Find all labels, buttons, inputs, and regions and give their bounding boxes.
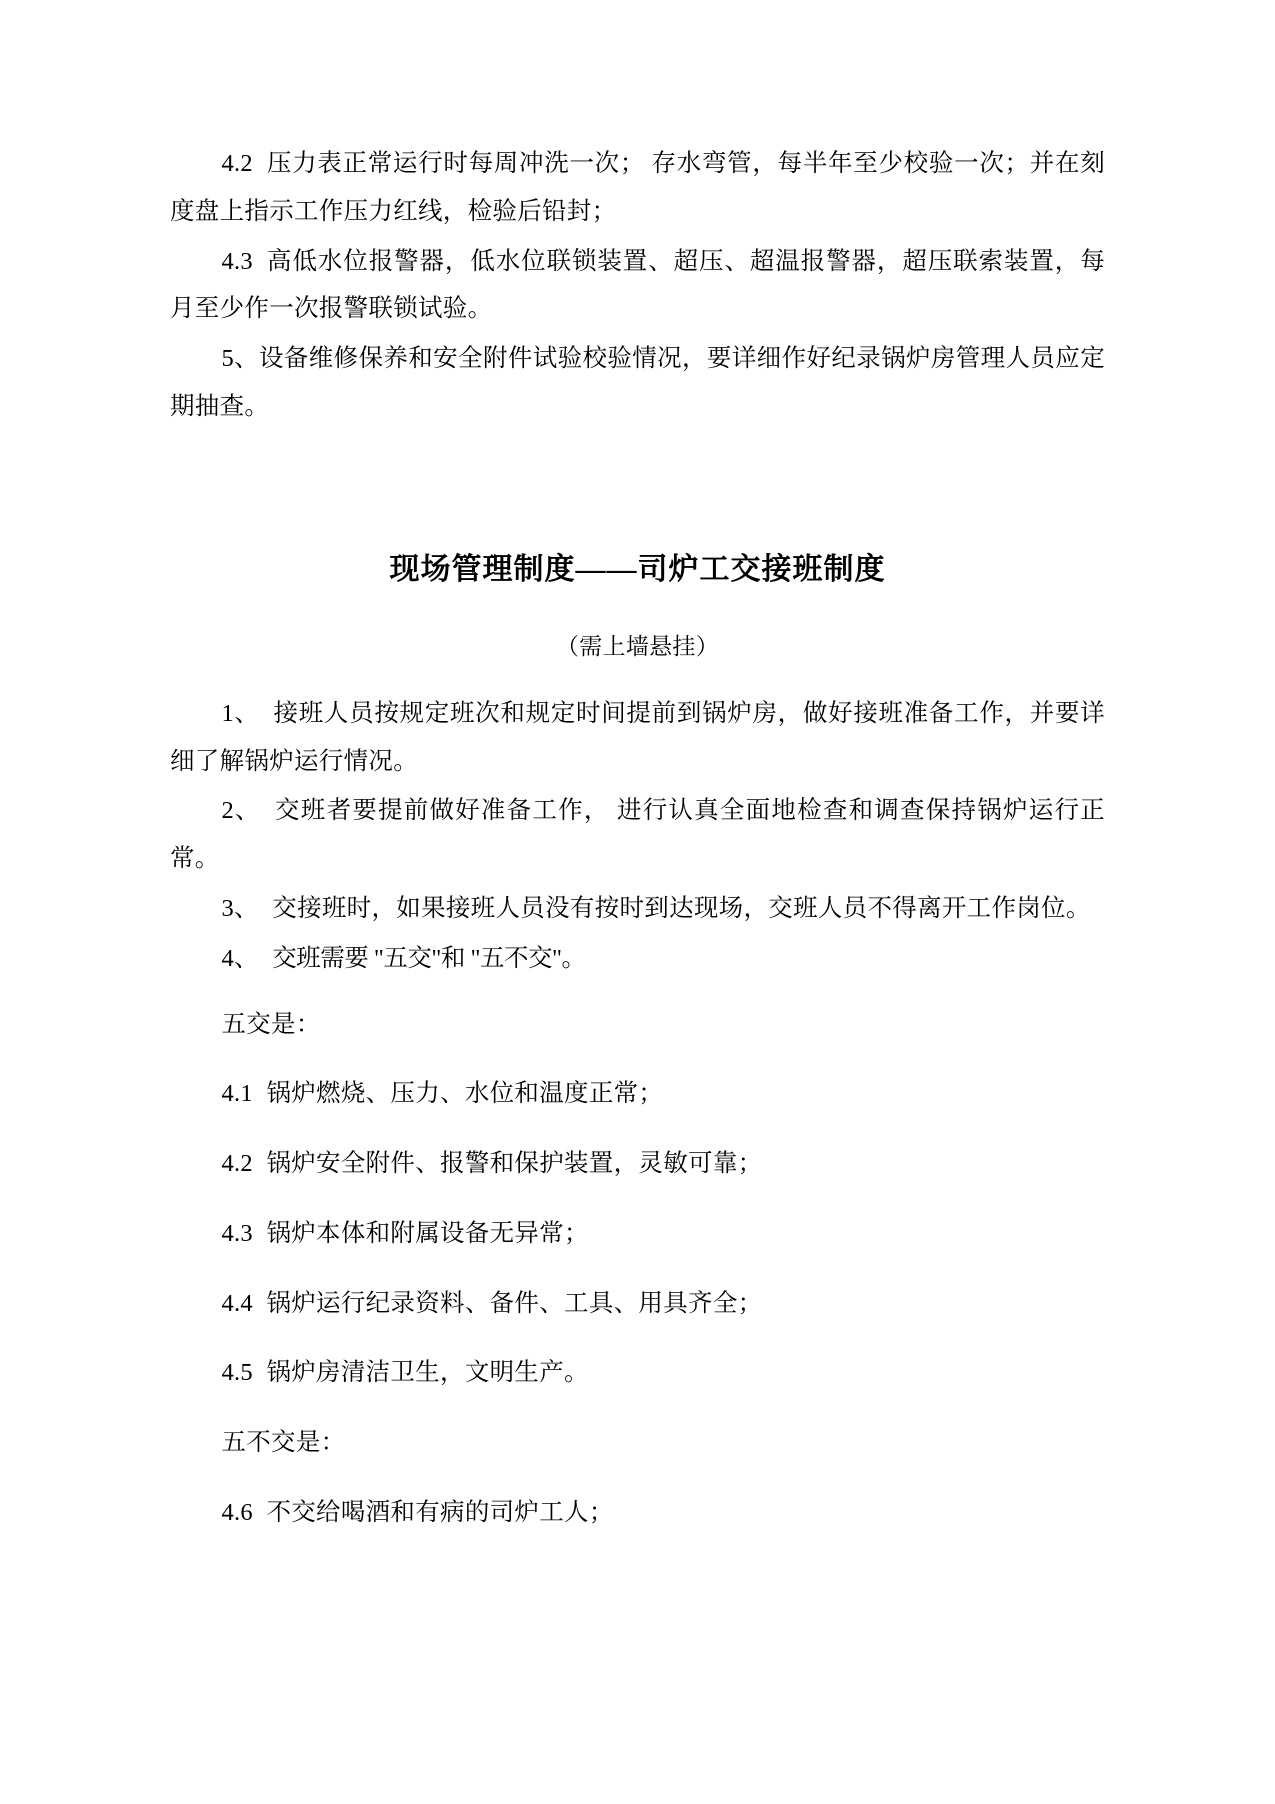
item-text: 交班者要提前做好准备工作， 进行认真全面地检查和调查保持锅炉运行正常。 xyxy=(170,797,1105,873)
item-number: 4.4 xyxy=(221,1289,253,1317)
wujiao-item-4-5 xyxy=(170,1349,1105,1397)
wujiao-item-4-3 xyxy=(170,1210,1105,1258)
item-number: 4、 xyxy=(221,944,259,972)
paragraph-3 xyxy=(170,885,1105,933)
wujiao-item-4-1 xyxy=(170,1070,1105,1118)
item-text: 锅炉本体和附属设备无异常； xyxy=(266,1219,589,1247)
document-body xyxy=(170,140,1105,1537)
item-text: 锅炉房清洁卫生，文明生产。 xyxy=(266,1359,589,1387)
item-text: 锅炉燃烧、压力、水位和温度正常； xyxy=(266,1080,664,1108)
wujiao-item-4-2 xyxy=(170,1140,1105,1188)
wujiao-item-4-4 xyxy=(170,1280,1105,1328)
item-number: 1、 xyxy=(221,699,260,727)
page-title: 现场管理制度——司炉工交接班制度 xyxy=(389,552,886,586)
label-wujiao: 五交是： xyxy=(221,1010,321,1038)
item-text: 高低水位报警器，低水位联锁装置、超压、超温报警器，超压联索装置，每月至少作一次报警联锁试验。 xyxy=(170,247,1105,323)
paragraph-2 xyxy=(170,787,1105,883)
item-number: 4.3 xyxy=(221,1219,253,1247)
item-number: 4.3 xyxy=(221,247,253,275)
item-number: 5、 xyxy=(221,345,259,373)
wujiao-block xyxy=(170,1001,1105,1398)
paragraph-5-top xyxy=(170,335,1105,431)
item-text: 接班人员按规定班次和规定时间提前到锅炉房，做好接班准备工作，并要详细了解锅炉运行情况。 xyxy=(170,699,1105,775)
item-number: 4.5 xyxy=(221,1359,253,1387)
paragraph-4-2-top xyxy=(170,140,1105,236)
wubujiao-item-4-6 xyxy=(170,1489,1105,1537)
item-number: 4.2 xyxy=(221,150,253,177)
item-text: 锅炉安全附件、报警和保护装置，灵敏可靠； xyxy=(266,1150,763,1178)
label-wubujiao: 五不交是： xyxy=(221,1429,346,1457)
item-number: 4.2 xyxy=(221,1150,253,1178)
item-text: 交接班时，如果接班人员没有按时到达现场，交班人员不得离开工作岗位。 xyxy=(272,895,1091,922)
item-text: 设备维修保养和安全附件试验校验情况，要详细作好纪录锅炉房管理人员应定期抽查。 xyxy=(170,345,1105,420)
item-text: 锅炉运行纪录资料、备件、工具、用具齐全； xyxy=(266,1289,763,1317)
item-text: 交班需要 "五交"和 "五不交"。 xyxy=(272,944,586,972)
section-spacer xyxy=(170,433,1105,541)
item-text: 压力表正常运行时每周冲洗一次； 存水弯管，每半年至少校验一次；并在刻度盘上指示工作压力红线，检验后铅封； xyxy=(170,150,1105,225)
wubujiao-block xyxy=(170,1419,1105,1537)
page-subtitle: （需上墙悬挂） xyxy=(555,634,720,660)
item-number: 3、 xyxy=(221,895,259,922)
paragraph-1 xyxy=(170,690,1105,786)
item-number: 4.6 xyxy=(221,1498,253,1526)
item-number: 4.1 xyxy=(221,1080,253,1108)
item-number: 2、 xyxy=(221,797,261,825)
item-text: 不交给喝酒和有病的司炉工人； xyxy=(266,1498,614,1526)
paragraph-4 xyxy=(170,935,1105,983)
paragraph-4-3-top xyxy=(170,238,1105,334)
